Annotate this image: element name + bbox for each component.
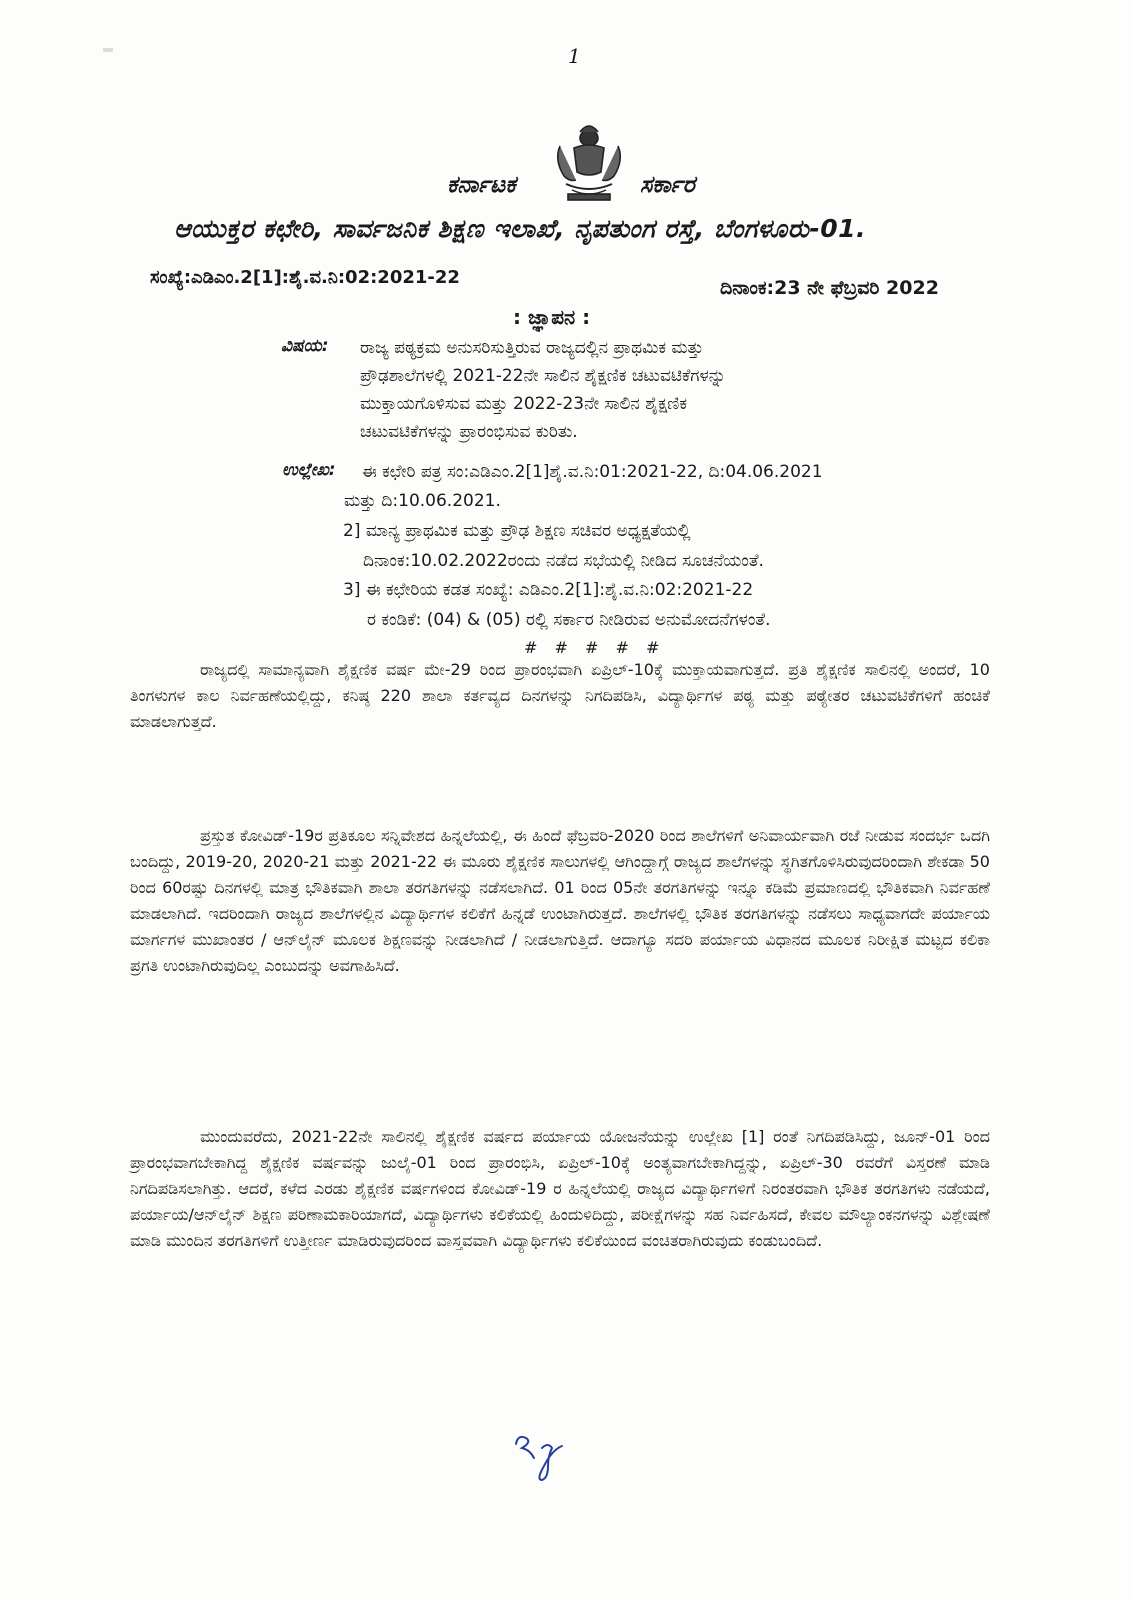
subject-line: ಚಟುವಟಿಕೆಗಳನ್ನು ಪ್ರಾರಂಭಿಸುವ ಕುರಿತು. <box>360 422 578 442</box>
scan-mark <box>103 48 113 52</box>
reference-number: ಸಂಖ್ಯೆ:ಎಡಿಎಂ.2[1]:ಶೈ.ವ.ನಿ:02:2021-22 <box>150 267 460 288</box>
document-date: ದಿನಾಂಕ:23 ನೇ ಫೆಬ್ರವರಿ 2022 <box>720 277 939 299</box>
karnataka-emblem-icon <box>552 118 626 204</box>
body-paragraph: ಪ್ರಸ್ತುತ ಕೋವಿಡ್-19ರ ಪ್ರತಿಕೂಲ ಸನ್ನಿವೇಶದ ಹಿನ್ನಲೆಯಲ್ಲಿ, ಈ ಹಿಂದೆ ಫೆಬ್ರವರಿ-2020 ರಿಂದ ಶಾಲೆಗಳಿಗೆ ಅನಿವಾರ್ಯವಾಗಿ ರಜೆ ನೀಡುವ ಸಂದರ್ಭ ಒದಗಿ ಬಂದಿದ್ದು, 2019-20, 2020-21 ಮತ್ತು 2021-22 ಈ ಮೂರು ಶೈಕ್ಷಣಿಕ ಸಾಲುಗಳಲ್ಲಿ ಆಗಿಂದ್ದಾಗ್ಗೆ ರಾಜ್ಯದ ಶಾಲೆಗಳನ್ನು ಸ್ಥಗಿತಗೊಳಿಸಿರುವುದರಿಂದಾಗಿ ಶೇಕಡಾ 50 ರಿಂದ 60ರಷ್ಟು ದಿನಗಳಲ್ಲಿ ಮಾತ್ರ ಭೌತಿಕವಾಗಿ ಶಾಲಾ ತರಗತಿಗಳನ್ನು ನಡೆಸಲಾಗಿದೆ. 01 ರಿಂದ 05ನೇ ತರಗತಿಗಳನ್ನು ಇನ್ನೂ ಕಡಿಮೆ ಪ್ರಮಾಣದಲ್ಲಿ ಭೌತಿಕವಾಗಿ ನಿರ್ವಹಣೆ ಮಾಡಲಾಗಿದೆ. ಇದರಿಂದಾಗಿ ರಾಜ್ಯದ ಶಾಲೆಗಳಲ್ಲಿನ ವಿದ್ಯಾರ್ಥಿಗಳ ಕಲಿಕೆಗೆ ಹಿನ್ನಡೆ ಉಂಟಾಗಿರುತ್ತದೆ. ಶಾಲೆಗಳಲ್ಲಿ ಭೌತಿಕ ತರಗತಿಗಳನ್ನು ನಡೆಸಲು ಸಾಧ್ಯವಾಗದೇ ಪರ್ಯಾಯ ಮಾರ್ಗಗಳ ಮುಖಾಂತರ / ಆನ್‌ಲೈನ್ ಮೂಲಕ ಶಿಕ್ಷಣವನ್ನು ನೀಡಲಾಗಿದೆ / ನೀಡಲಾಗುತ್ತಿದೆ. ಆದಾಗ್ಯೂ ಸದರಿ ಪರ್ಯಾಯ ವಿಧಾನದ ಮೂಲಕ ನಿರೀಕ್ಷಿತ ಮಟ್ಟದ ಕಲಿಕಾ ಪ್ರಗತಿ ಉಂಟಾಗಿರುವುದಿಲ್ಲ ಎಂಬುದನ್ನು ಅವಗಾಹಿಸಿದೆ. <box>130 826 990 975</box>
government-name-right: ಸರ್ಕಾರ <box>640 172 695 198</box>
reference-line: ಈ ಕಛೇರಿ ಪತ್ರ ಸಂ:ಎಡಿಎಂ.2[1]ಶೈ.ವ.ನಿ:01:2021-22, ದಿ:04.06.2021 <box>362 462 823 482</box>
body-paragraph: ರಾಜ್ಯದಲ್ಲಿ ಸಾಮಾನ್ಯವಾಗಿ ಶೈಕ್ಷಣಿಕ ವರ್ಷ ಮೇ-29 ರಿಂದ ಪ್ರಾರಂಭವಾಗಿ ಏಪ್ರಿಲ್-10ಕ್ಕೆ ಮುಕ್ತಾಯವಾಗುತ್ತದೆ. ಪ್ರತಿ ಶೈಕ್ಷಣಿಕ ಸಾಲಿನಲ್ಲಿ ಅಂದರೆ, 10 ತಿಂಗಳುಗಳ ಕಾಲ ನಿರ್ವಹಣೆಯಲ್ಲಿದ್ದು, ಕನಿಷ್ಠ 220 ಶಾಲಾ ಕರ್ತವ್ಯದ ದಿನಗಳನ್ನು ನಿಗದಿಪಡಿಸಿ, ವಿದ್ಯಾರ್ಥಿಗಳ ಪಠ್ಯ ಮತ್ತು ಪಠ್ಯೇತರ ಚಟುವಟಿಕೆಗಳಿಗೆ ಹಂಚಿಕೆ ಮಾಡಲಾಗುತ್ತದೆ. <box>130 660 990 731</box>
reference-line: ಮತ್ತು ದಿ:10.06.2021. <box>344 491 501 511</box>
page-number: 1 <box>568 44 581 68</box>
reference-line: ದಿನಾಂಕ:10.02.2022ರಂದು ನಡೆದ ಸಭೆಯಲ್ಲಿ ನೀಡಿದ ಸೂಚನೆಯಂತೆ. <box>363 551 764 571</box>
government-name-left: ಕರ್ನಾಟಕ <box>447 172 516 198</box>
subject-line: ಮುಕ್ತಾಯಗೊಳಿಸುವ ಮತ್ತು 2022-23ನೇ ಸಾಲಿನ ಶೈಕ್ಷಣಿಕ <box>360 394 687 414</box>
subject-label: ವಿಷಯ: <box>281 336 329 356</box>
memo-title: : ಜ್ಞಾಪನ : <box>513 305 591 329</box>
separator: # # # # # <box>524 638 666 657</box>
body-paragraph: ಮುಂದುವರೆದು, 2021-22ನೇ ಸಾಲಿನಲ್ಲಿ ಶೈಕ್ಷಣಿಕ ವರ್ಷದ ಪರ್ಯಾಯ ಯೋಜನೆಯನ್ನು ಉಲ್ಲೇಖ [1] ರಂತೆ ನಿಗದಿಪಡಿಸಿದ್ದು, ಜೂನ್-01 ರಿಂದ ಪ್ರಾರಂಭವಾಗಬೇಕಾಗಿದ್ದ ಶೈಕ್ಷಣಿಕ ವರ್ಷವನ್ನು ಜುಲೈ-01 ರಿಂದ ಪ್ರಾರಂಭಿಸಿ, ಏಪ್ರಿಲ್-10ಕ್ಕೆ ಅಂತ್ಯವಾಗಬೇಕಾಗಿದ್ದನ್ನು, ಏಪ್ರಿಲ್-30 ರವರೆಗೆ ವಿಸ್ತರಣೆ ಮಾಡಿ ನಿಗದಿಪಡಿಸಲಾಗಿತ್ತು. ಆದರೆ, ಕಳೆದ ಎರಡು ಶೈಕ್ಷಣಿಕ ವರ್ಷಗಳಿಂದ ಕೋವಿಡ್-19 ರ ಹಿನ್ನಲೆಯಲ್ಲಿ ರಾಜ್ಯದ ವಿದ್ಯಾರ್ಥಿಗಳಿಗೆ ನಿರಂತರವಾಗಿ ಭೌತಿಕ ತರಗತಿಗಳು ನಡೆಯದೆ, ಪರ್ಯಾಯ/ಆನ್‌ಲೈನ್ ಶಿಕ್ಷಣ ಪರಿಣಾಮಕಾರಿಯಾಗದೆ, ವಿದ್ಯಾರ್ಥಿಗಳು ಕಲಿಕೆಯಲ್ಲಿ ಹಿಂದುಳಿದಿದ್ದು, ಪರೀಕ್ಷೆಗಳನ್ನು ಸಹ ನಿರ್ವಹಿಸದೆ, ಕೇವಲ ಮೌಲ್ಯಾಂಕನಗಳನ್ನು ವಿಶ್ಲೇಷಣೆ ಮಾಡಿ ಮುಂದಿನ ತರಗತಿಗಳಿಗೆ ಉತ್ತೀರ್ಣ ಮಾಡಿರುವುದರಿಂದ ವಾಸ್ತವವಾಗಿ ವಿದ್ಯಾರ್ಥಿಗಳು ಕಲಿಕೆಯಿಂದ ವಂಚಿತರಾಗಿರುವುದು ಕಂಡುಬಂದಿದೆ. <box>130 1127 990 1250</box>
reference-line: 2] ಮಾನ್ಯ ಪ್ರಾಥಮಿಕ ಮತ್ತು ಪ್ರೌಢ ಶಿಕ್ಷಣ ಸಚಿವರ ಅಧ್ಯಕ್ಷತೆಯಲ್ಲಿ <box>343 521 691 541</box>
reference-line: 3] ಈ ಕಛೇರಿಯ ಕಡತ ಸಂಖ್ಯೆ: ಎಡಿಎಂ.2[1]:ಶೈ.ವ.ನಿ:02:2021-22 <box>343 580 754 600</box>
subject-text <box>360 334 920 446</box>
subject-line: ಪ್ರೌಢಶಾಲೆಗಳಲ್ಲಿ 2021-22ನೇ ಸಾಲಿನ ಶೈಕ್ಷಣಿಕ ಚಟುವಟಿಕೆಗಳನ್ನು <box>360 366 726 386</box>
reference-line: ರ ಕಂಡಿಕೆ: (04) & (05) ರಲ್ಲಿ ಸರ್ಕಾರ ನೀಡಿರುವ ಅನುಮೋದನೆಗಳಂತೆ. <box>367 610 771 630</box>
subject-line: ರಾಜ್ಯ ಪಠ್ಯಕ್ರಮ ಅನುಸರಿಸುತ್ತಿರುವ ರಾಜ್ಯದಲ್ಲಿನ ಪ್ರಾಥಮಿಕ ಮತ್ತು <box>360 338 704 358</box>
handwritten-initials-icon <box>510 1428 580 1488</box>
office-heading: ಆಯುಕ್ತರ ಕಛೇರಿ, ಸಾರ್ವಜನಿಕ ಶಿಕ್ಷಣ ಇಲಾಖೆ, ನೃಪತುಂಗ ರಸ್ತೆ, ಬೆಂಗಳೂರು-01. <box>174 214 867 243</box>
references-label: ಉಲ್ಲೇಖ: <box>282 460 336 480</box>
